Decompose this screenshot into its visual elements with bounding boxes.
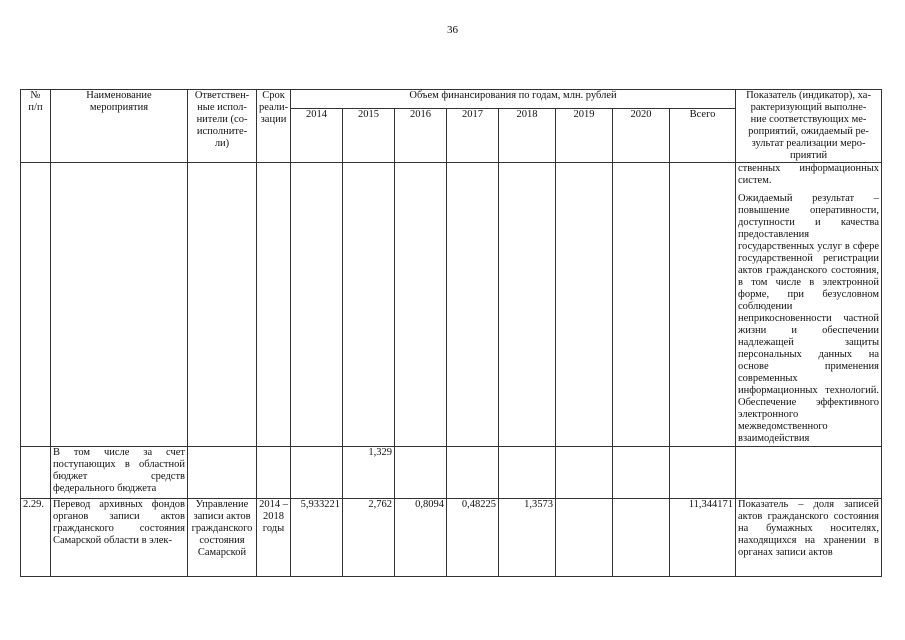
header-indicator: Показатель (индикатор), ха- рактеризующий выполне- ние соответствующих ме- роприятий, ожидаемый ре- зультат реализации меро- приятий [736, 90, 882, 163]
cell-responsible [188, 447, 257, 499]
cell-value [499, 447, 556, 499]
cell-num: 2.29. [21, 499, 51, 577]
cell-value [613, 499, 670, 577]
cell-value [395, 163, 447, 447]
cell-value [670, 163, 736, 447]
cell-num [21, 447, 51, 499]
cell-value [556, 499, 613, 577]
cell-value [556, 447, 613, 499]
cell-responsible [188, 163, 257, 447]
header-year-2017: 2017 [447, 108, 499, 162]
cell-value [670, 447, 736, 499]
cell-indicator [736, 447, 882, 499]
table-row [21, 163, 882, 447]
cell-name: Перевод архивных фондов органов записи актов гражданского состояния Самарской области в элек- [51, 499, 188, 577]
cell-value: 1,3573 [499, 499, 556, 577]
header-year-2019: 2019 [556, 108, 613, 162]
cell-term: 2014 – 2018 годы [257, 499, 291, 577]
cell-value [291, 163, 343, 447]
header-name: Наименование мероприятия [51, 90, 188, 163]
cell-indicator [736, 163, 882, 447]
header-year-2018: 2018 [499, 108, 556, 162]
header-year-2020: 2020 [613, 108, 670, 162]
cell-value: 1,329 [343, 447, 395, 499]
cell-value [447, 163, 499, 447]
cell-num [21, 163, 51, 447]
cell-term [257, 447, 291, 499]
cell-name [51, 163, 188, 447]
cell-value: 11,344171 [670, 499, 736, 577]
header-financing: Объем финансирования по годам, млн. рублей [291, 90, 736, 109]
table-row [21, 447, 882, 499]
cell-term [257, 163, 291, 447]
cell-value: 0,8094 [395, 499, 447, 577]
cell-value: 5,933221 [291, 499, 343, 577]
cell-name: В том числе за счет поступающих в областной бюджет средств федерального бюджета [51, 447, 188, 499]
indicator-paragraph: Ожидаемый результат – повышение оперативности, доступности и качества предоставления государственных услуг в сфере государственной регистрации актов гражданского состояния, в том числе в электронной форме, при безусловном соблюдении неприкосновенности частной жизни и обеспечении надлежащей защиты персональных данных на основе применения современных информационных технологий. Обеспечение эффективного электронного межведомственного взаимодействия [738, 193, 880, 444]
table-row [21, 499, 882, 577]
cell-responsible: Управление записи актов гражданского состояния Самарской [188, 499, 257, 577]
cell-value [613, 447, 670, 499]
header-term: Срок реали- зации [257, 90, 291, 163]
cell-value [395, 447, 447, 499]
cell-value: 2,762 [343, 499, 395, 577]
page-number: 36 [447, 24, 458, 36]
cell-value [613, 163, 670, 447]
header-num: № п/п [21, 90, 51, 163]
header-year-2014: 2014 [291, 108, 343, 162]
header-year-2015: 2015 [343, 108, 395, 162]
cell-value [343, 163, 395, 447]
cell-value [291, 447, 343, 499]
measures-table [20, 89, 882, 577]
header-year-2016: 2016 [395, 108, 447, 162]
cell-value [499, 163, 556, 447]
header-responsible: Ответствен- ные испол- нители (со- исполните- ли) [188, 90, 257, 163]
cell-indicator: Показатель – доля записей актов гражданского состояния на бумажных носителях, находящихся на хранении в органах записи актов [736, 499, 882, 577]
cell-value [447, 447, 499, 499]
indicator-paragraph: ственных информационных систем. [738, 163, 880, 186]
header-total: Всего [670, 108, 736, 162]
cell-value [556, 163, 613, 447]
cell-value: 0,48225 [447, 499, 499, 577]
